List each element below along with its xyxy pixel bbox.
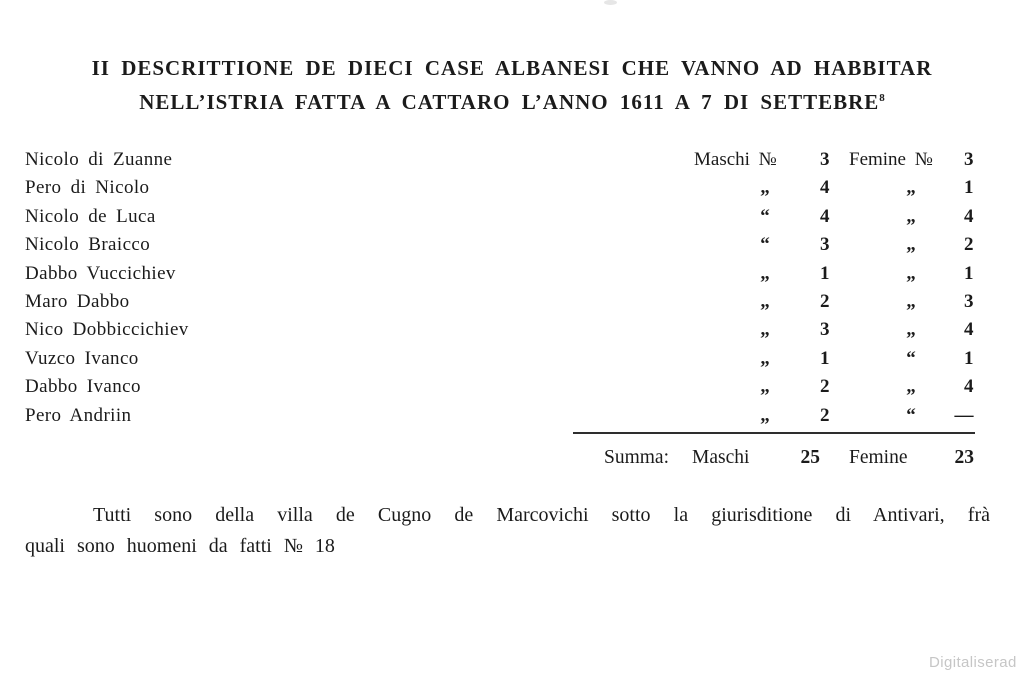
document-title (0, 53, 1024, 117)
summa-divider-line (573, 432, 975, 434)
femine-ditto-mark: “ (906, 404, 916, 426)
table-row (0, 260, 1024, 288)
femine-count: 1 (964, 347, 974, 369)
summa-maschi-label: Maschi (692, 447, 750, 468)
maschi-count: 4 (820, 177, 830, 199)
table-row (0, 316, 1024, 344)
maschi-column-header: Maschi № (694, 149, 777, 170)
femine-ditto-mark: „ (906, 205, 916, 227)
femine-count: 1 (964, 262, 974, 284)
paragraph-line-1: Tutti sono della villa de Cugno de Marcovichi sotto la giurisditione di Antivari, frà (93, 504, 990, 526)
person-name: Vuzco Ivanco (25, 347, 139, 369)
maschi-ditto-mark: „ (760, 177, 770, 199)
table-body (0, 174, 1024, 430)
table-row (0, 174, 1024, 202)
census-table (0, 146, 1024, 430)
femine-ditto-mark: „ (906, 177, 916, 199)
maschi-count: 2 (820, 404, 830, 426)
maschi-ditto-mark: „ (760, 404, 770, 426)
title-line-1: II DESCRITTIONE DE DIECI CASE ALBANESI CHE VANNO AD HABBITAR (91, 56, 933, 80)
person-name: Dabbo Ivanco (25, 376, 141, 398)
table-row (0, 203, 1024, 231)
person-name: Nicolo di Zuanne (25, 149, 173, 170)
table-header-row (0, 146, 1024, 174)
person-name: Nico Dobbiccichiev (25, 319, 189, 341)
summa-label: Summa: (604, 447, 670, 468)
femine-count: — (954, 404, 974, 426)
maschi-count: 1 (820, 262, 830, 284)
table-row (0, 402, 1024, 430)
femine-count: 3 (964, 149, 974, 170)
femine-ditto-mark: „ (906, 319, 916, 341)
maschi-count: 1 (820, 347, 830, 369)
femine-count: 1 (964, 177, 974, 199)
maschi-ditto-mark: „ (760, 262, 770, 284)
table-row (0, 288, 1024, 316)
summa-femine-total: 23 (954, 447, 974, 468)
femine-count: 2 (964, 234, 974, 256)
digitized-watermark: Digitaliserad (929, 654, 1017, 671)
summa-femine-label: Femine (849, 447, 908, 468)
femine-ditto-mark: „ (906, 234, 916, 256)
femine-column-header: Femine № (849, 149, 933, 170)
maschi-ditto-mark: „ (760, 347, 770, 369)
closing-paragraph (25, 500, 990, 562)
summa-row (0, 444, 1024, 472)
femine-count: 3 (964, 290, 974, 312)
femine-ditto-mark: „ (906, 376, 916, 398)
person-name: Nicolo Braicco (25, 234, 151, 256)
maschi-count: 3 (820, 319, 830, 341)
person-name: Maro Dabbo (25, 290, 130, 312)
maschi-ditto-mark: „ (760, 319, 770, 341)
maschi-count: 3 (820, 234, 830, 256)
maschi-ditto-mark: “ (760, 234, 770, 256)
femine-count: 4 (964, 319, 974, 341)
title-line-2 (0, 83, 1024, 117)
femine-ditto-mark: „ (906, 290, 916, 312)
maschi-count: 2 (820, 376, 830, 398)
femine-ditto-mark: „ (906, 262, 916, 284)
femine-ditto-mark: “ (906, 347, 916, 369)
table-row (0, 345, 1024, 373)
femine-count: 4 (964, 376, 974, 398)
table-row (0, 373, 1024, 401)
person-name: Pero di Nicolo (25, 177, 150, 199)
maschi-ditto-mark: „ (760, 376, 770, 398)
femine-count: 4 (964, 205, 974, 227)
table-row (0, 231, 1024, 259)
footnote-mark: 8 (879, 92, 885, 104)
maschi-ditto-mark: „ (760, 290, 770, 312)
paragraph-line-2: quali sono huomeni da fatti № 18 (25, 535, 335, 557)
scan-smudge (604, 0, 617, 5)
maschi-count: 3 (820, 149, 830, 170)
maschi-ditto-mark: “ (760, 205, 770, 227)
summa-maschi-total: 25 (800, 447, 820, 468)
maschi-count: 4 (820, 205, 830, 227)
person-name: Nicolo de Luca (25, 205, 156, 227)
person-name: Pero Andriin (25, 404, 132, 426)
person-name: Dabbo Vuccichiev (25, 262, 176, 284)
maschi-count: 2 (820, 290, 830, 312)
title-line-2-text: NELL’ISTRIA FATTA A CATTARO L’ANNO 1611 A 7 DI SETTEBRE (139, 90, 880, 114)
